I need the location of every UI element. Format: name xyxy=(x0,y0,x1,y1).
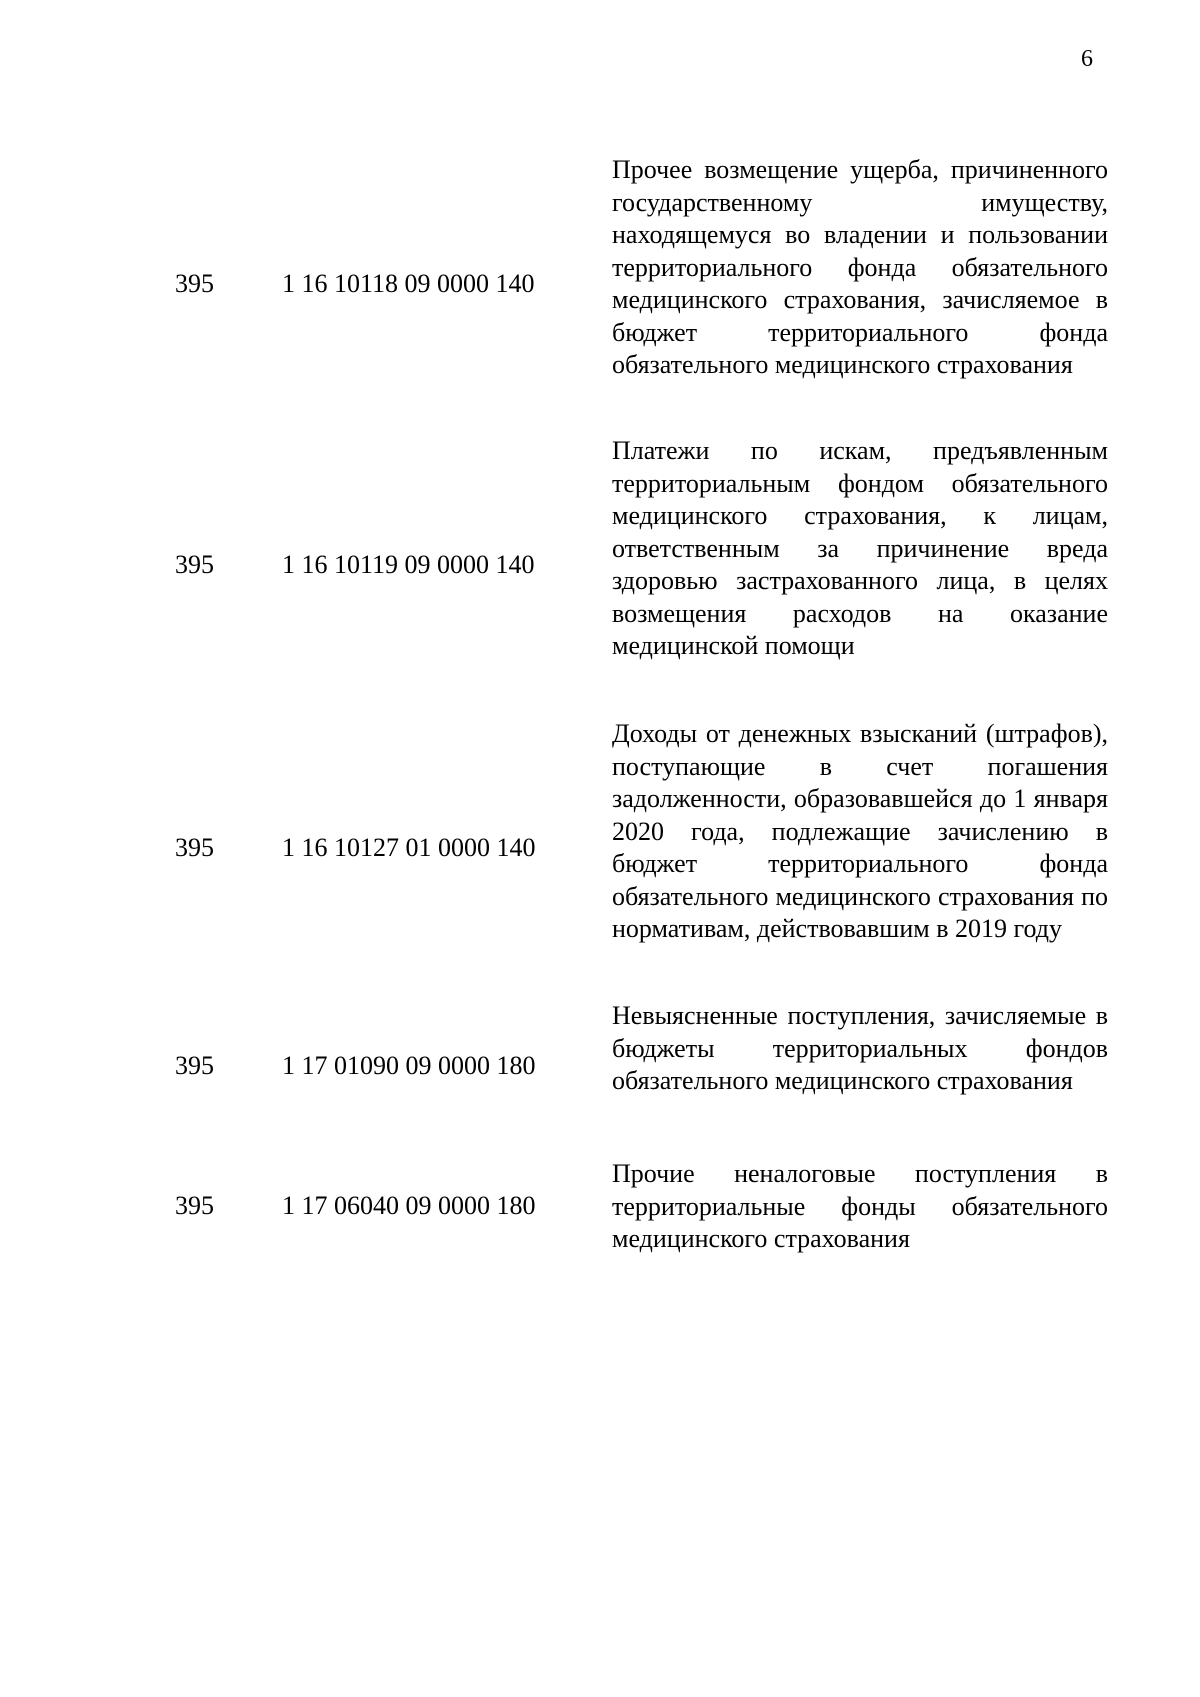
admin-code: 395 xyxy=(175,1191,214,1220)
revenue-name: Прочие неналоговые поступления в территориальные фонды обязательного медицинского страхования xyxy=(612,1159,1108,1253)
admin-code: 395 xyxy=(175,833,214,862)
budget-classification-code: 1 17 01090 09 0000 180 xyxy=(282,1051,536,1080)
admin-code: 395 xyxy=(175,1051,214,1080)
page-number: 6 xyxy=(1081,46,1093,72)
revenue-name: Платежи по искам, предъявленным территориальным фондом обязательного медицинского страхования, к лицам, ответственным за причинение вреда здоровью застрахованного лица, в целях возмещения расходов на оказание медицинской помощи xyxy=(612,436,1108,660)
revenue-name: Прочее возмещение ущерба, причиненного государственному имуществу, находящемуся во владении и пользовании территориального фонда обязательного медицинского страхования, зачисляемое в бюджет территориального фонда обязательного медицинского страхования xyxy=(612,155,1108,379)
revenue-name: Доходы от денежных взысканий (штрафов), поступающие в счет погашения задолженности, образовавшейся до 1 января 2020 года, подлежащие зачислению в бюджет территориального фонда обязательного медицинского страхования по нормативам, действовавшим в 2019 году xyxy=(612,719,1108,943)
budget-classification-code: 1 17 06040 09 0000 180 xyxy=(282,1191,536,1220)
budget-classification-code: 1 16 10118 09 0000 140 xyxy=(282,269,535,298)
budget-classification-code: 1 16 10119 09 0000 140 xyxy=(282,550,535,579)
admin-code: 395 xyxy=(175,269,214,298)
admin-code: 395 xyxy=(175,550,214,579)
budget-classification-code: 1 16 10127 01 0000 140 xyxy=(282,833,536,862)
revenue-name: Невыясненные поступления, зачисляемые в бюджеты территориальных фондов обязательного медицинского страхования xyxy=(612,1001,1108,1095)
